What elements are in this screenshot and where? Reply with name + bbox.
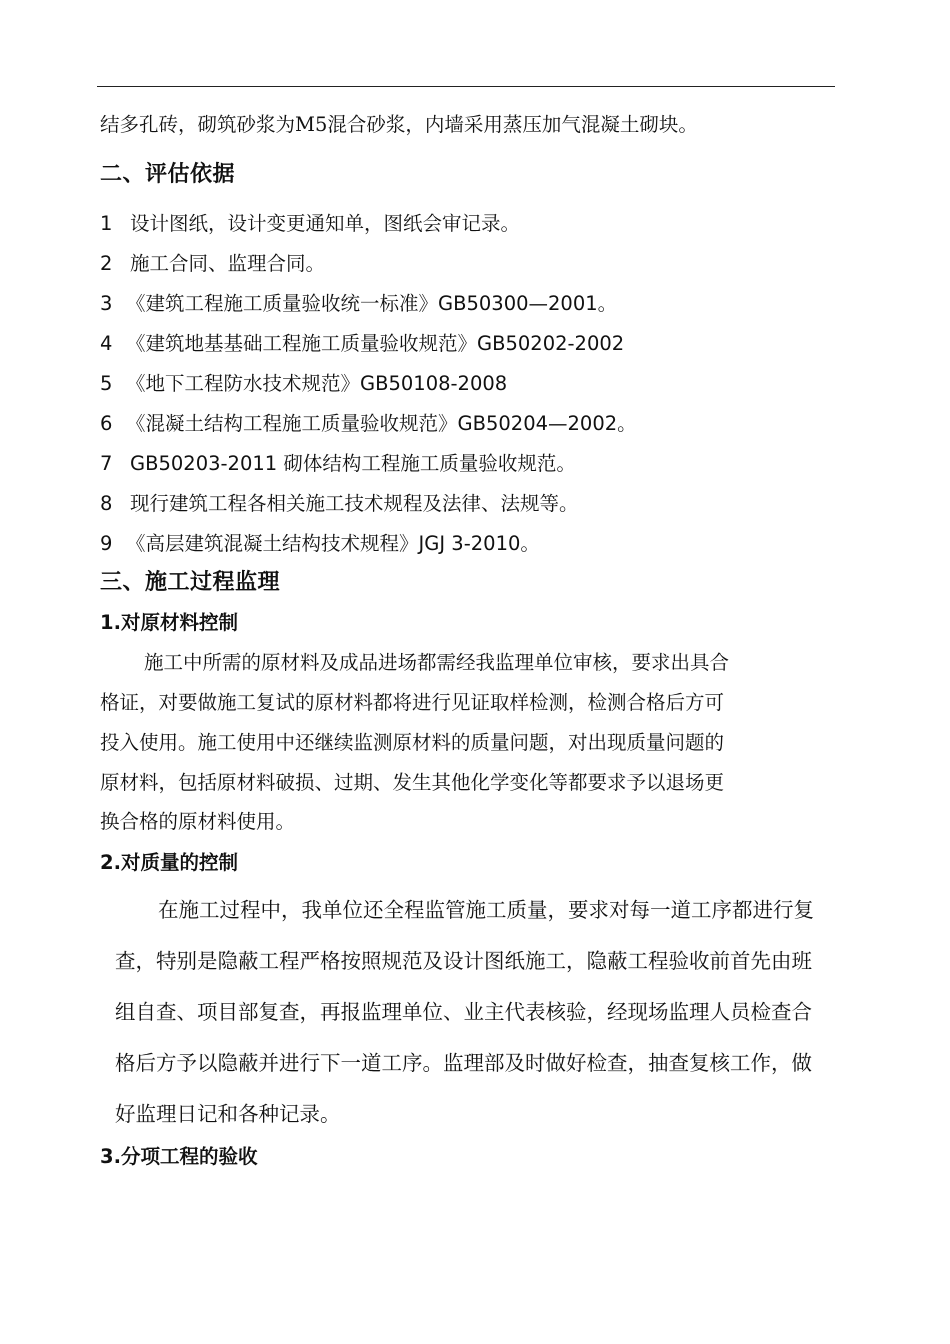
paragraph-line: 换合格的原材料使用。 — [100, 810, 296, 833]
list-item — [100, 530, 540, 558]
paragraph-line: 在施工过程中，我单位还全程监管施工质量，要求对每一道工序都进行复 — [158, 898, 814, 922]
paragraph-line: 好监理日记和各种记录。 — [115, 1102, 341, 1126]
list-item-text: 《建筑工程施工质量验收统一标准》GB50300—2001。 — [126, 292, 618, 315]
list-item — [100, 370, 507, 398]
paragraph-line: 原材料，包括原材料破损、过期、发生其他化学变化等都要求予以退场更 — [100, 771, 725, 794]
subsection2-heading: 2.对质量的控制 — [100, 851, 238, 874]
list-item-number: 1 — [100, 212, 113, 235]
list-item — [100, 450, 576, 478]
list-item-number: 7 — [100, 452, 113, 475]
list-item-text: 设计图纸，设计变更通知单，图纸会审记录。 — [130, 212, 521, 235]
paragraph-line: 施工中所需的原材料及成品进场都需经我监理单位审核，要求出具合 — [144, 651, 730, 674]
intro-line: 结多孔砖，砌筑砂浆为M5混合砂浆，内墙采用蒸压加气混凝土砌块。 — [100, 113, 698, 136]
list-item-text: 现行建筑工程各相关施工技术规程及法律、法规等。 — [130, 492, 579, 515]
list-item-text: GB50203-2011 砌体结构工程施工质量验收规范。 — [130, 452, 576, 475]
list-item — [100, 210, 520, 238]
list-item — [100, 490, 579, 518]
list-item-number: 2 — [100, 252, 113, 275]
section2-heading: 二、评估依据 — [100, 162, 236, 187]
list-item-text: 施工合同、监理合同。 — [130, 252, 326, 275]
list-item-text: 《地下工程防水技术规范》GB50108-2008 — [126, 372, 508, 395]
section3-heading: 三、施工过程监理 — [100, 570, 281, 595]
paragraph-line: 查，特别是隐蔽工程严格按照规范及设计图纸施工，隐蔽工程验收前首先由班 — [115, 949, 812, 973]
paragraph-line: 格证，对要做施工复试的原材料都将进行见证取样检测，检测合格后方可 — [100, 691, 725, 714]
list-item-number: 6 — [100, 412, 113, 435]
subsection1-heading: 1.对原材料控制 — [100, 611, 238, 634]
paragraph-line: 组自查、项目部复查，再报监理单位、业主代表核验，经现场监理人员检查合 — [115, 1000, 812, 1024]
list-item-number: 5 — [100, 372, 113, 395]
paragraph-line: 格后方予以隐蔽并进行下一道工序。监理部及时做好检查，抽查复核工作，做 — [115, 1051, 812, 1075]
list-item-text: 《高层建筑混凝土结构技术规程》JGJ 3-2010。 — [126, 532, 540, 555]
paragraph-line: 投入使用。施工使用中还继续监测原材料的质量问题，对出现质量问题的 — [100, 731, 725, 754]
header-rule — [97, 86, 835, 87]
list-item-number: 3 — [100, 292, 113, 315]
list-item-text: 《混凝土结构工程施工质量验收规范》GB50204—2002。 — [126, 412, 637, 435]
list-item-number: 4 — [100, 332, 113, 355]
list-item — [100, 250, 325, 278]
list-item-number: 8 — [100, 492, 113, 515]
subsection3-heading: 3.分项工程的验收 — [100, 1145, 258, 1168]
list-item — [100, 410, 637, 438]
list-item — [100, 330, 624, 358]
list-item-text: 《建筑地基基础工程施工质量验收规范》GB50202-2002 — [126, 332, 625, 355]
list-item — [100, 290, 617, 318]
list-item-number: 9 — [100, 532, 113, 555]
